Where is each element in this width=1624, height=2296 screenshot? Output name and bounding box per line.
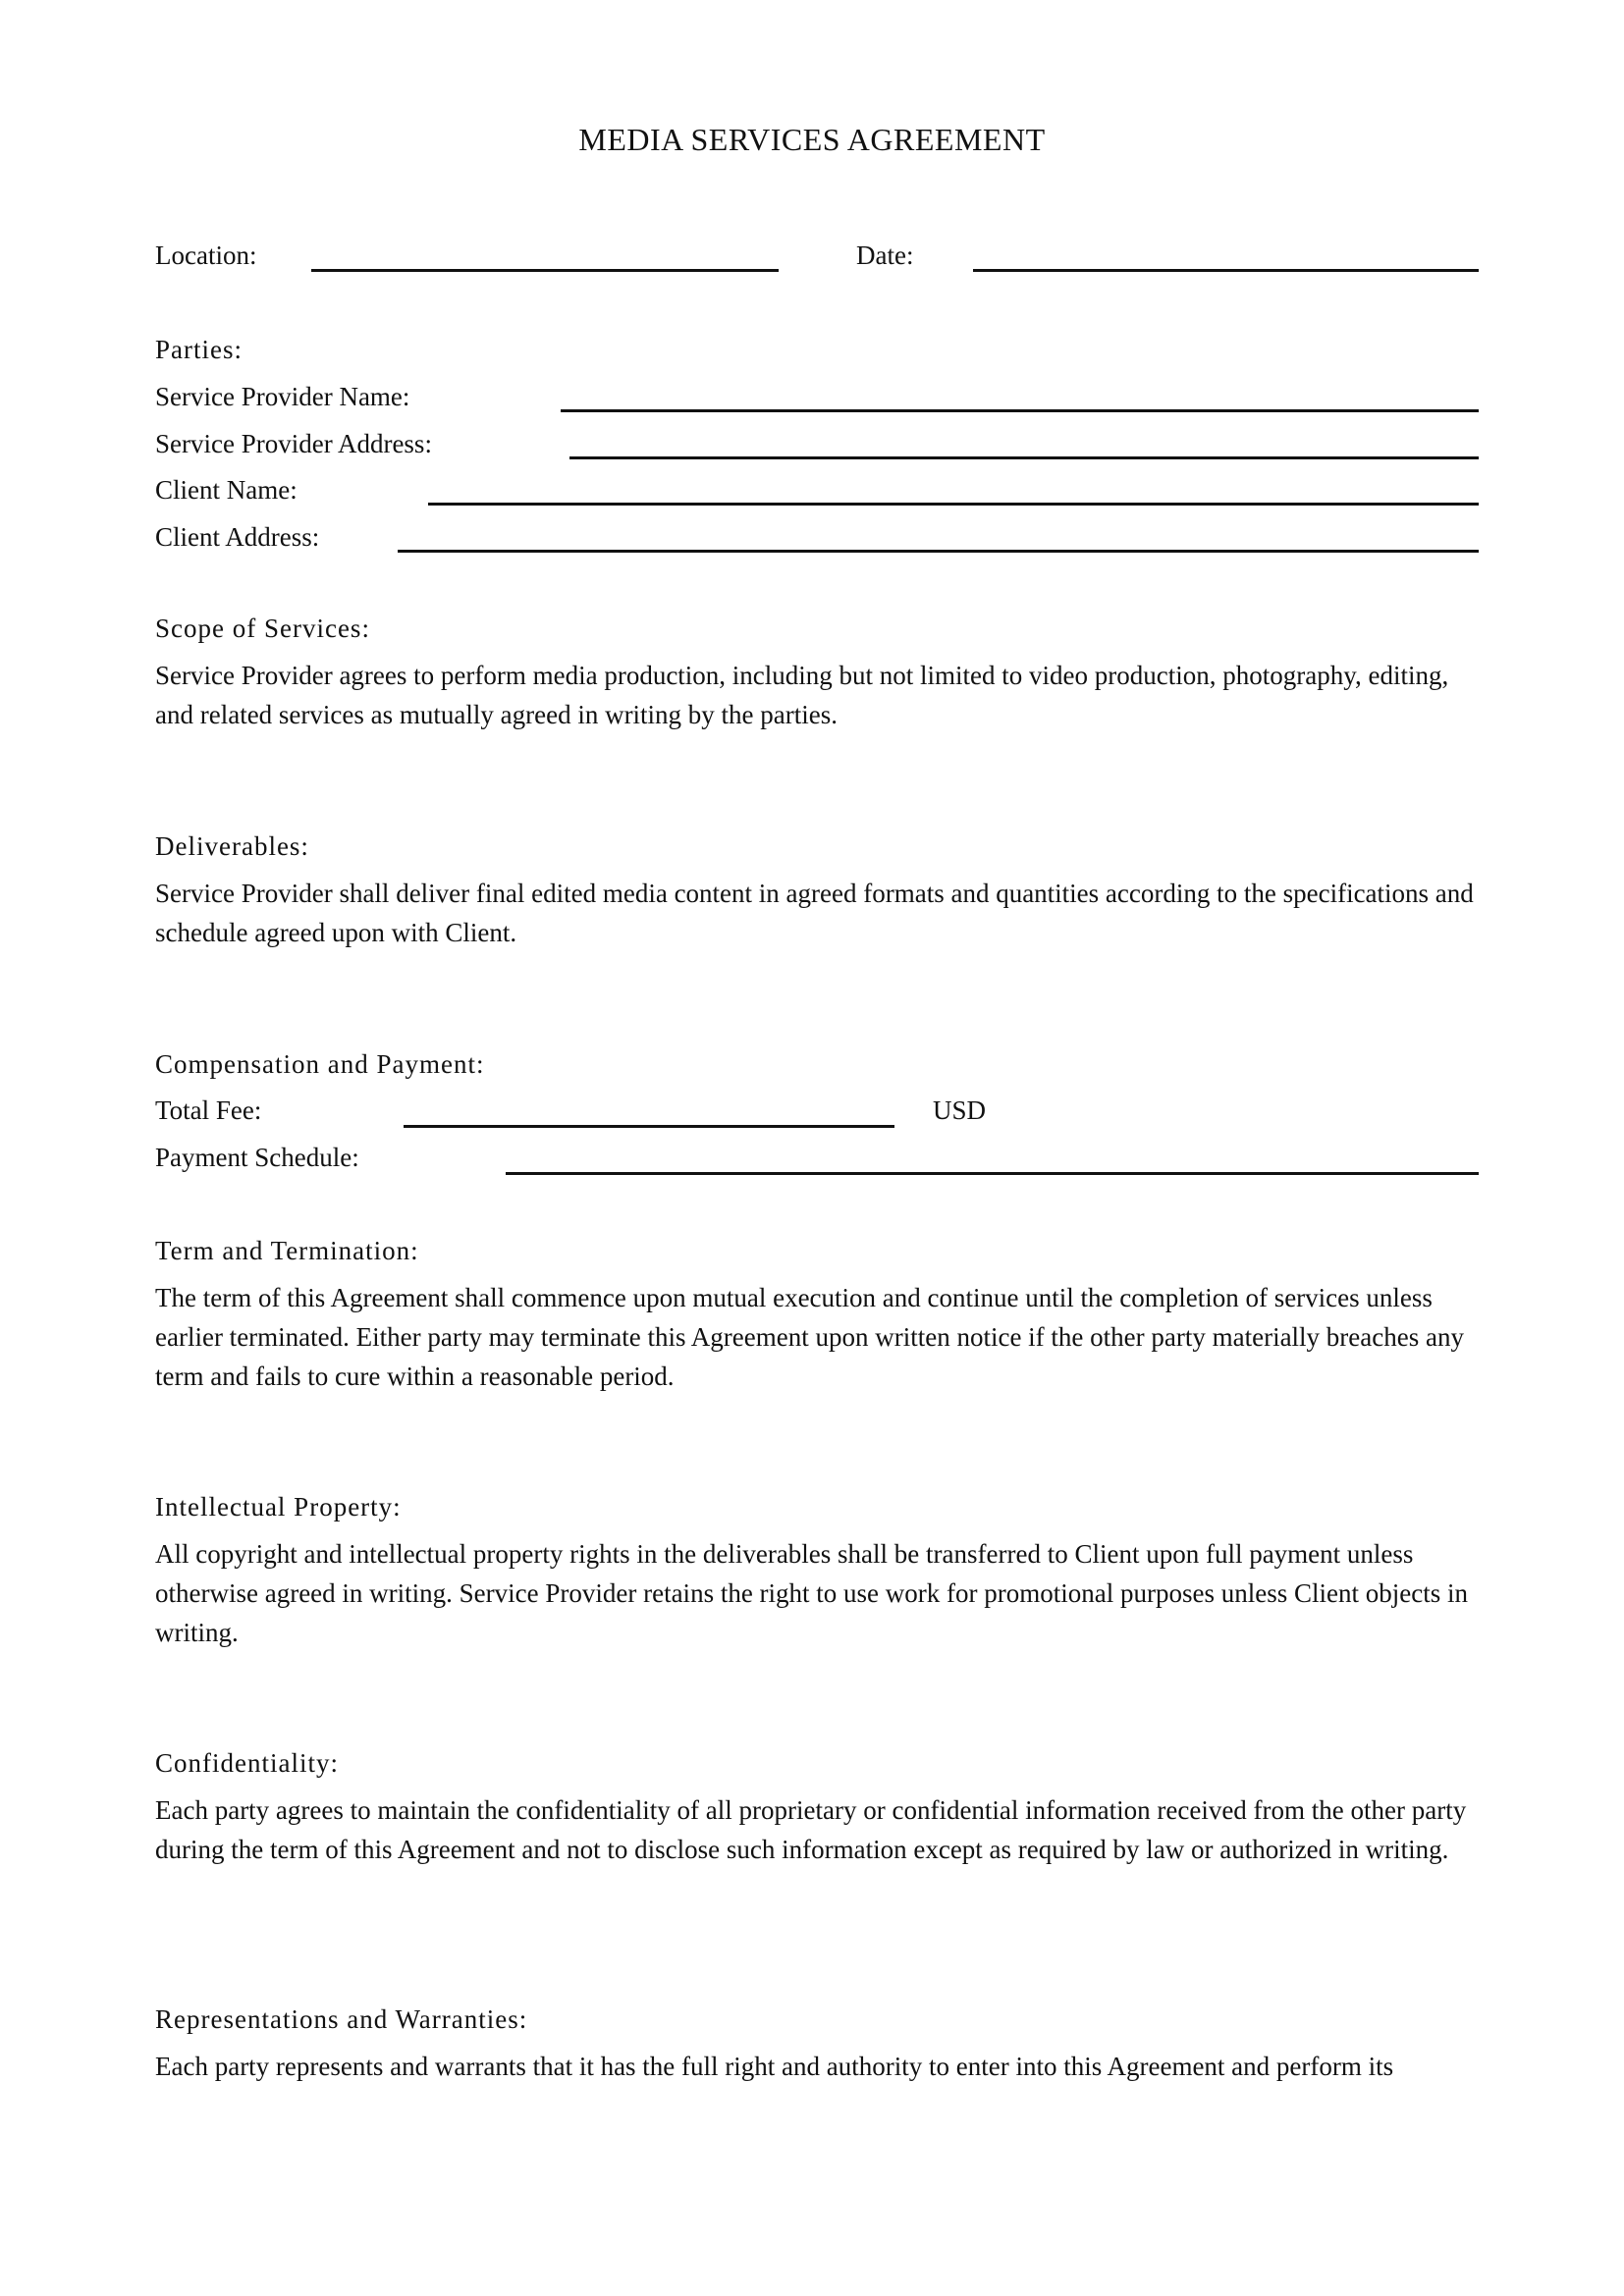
confidentiality-text: Each party agrees to maintain the confidentiality of all proprietary or confidential information received from the other party during the term of this Agreement and not to disclose such information except as required by law or authorized in writing. [155, 1795, 1467, 1864]
payment-schedule-field[interactable] [506, 1172, 1479, 1175]
date-field[interactable] [973, 269, 1479, 272]
parties-heading: Parties: [155, 335, 243, 364]
confidentiality-heading: Confidentiality: [155, 1748, 339, 1778]
client-name-field[interactable] [428, 503, 1479, 506]
scope-heading: Scope of Services: [155, 614, 370, 643]
total-fee-label: Total Fee: [155, 1095, 262, 1125]
representations-heading: Representations and Warranties: [155, 2004, 528, 2034]
payment-schedule-label: Payment Schedule: [155, 1143, 359, 1172]
scope-text: Service Provider agrees to perform media production, including but not limited to video production, photography, editing, and related services as mutually agreed in writing by the parties. [155, 661, 1449, 729]
client-address-field[interactable] [398, 550, 1479, 553]
client-name-label: Client Name: [155, 475, 298, 505]
service-provider-address-label: Service Provider Address: [155, 429, 432, 458]
location-field[interactable] [311, 269, 779, 272]
ip-heading: Intellectual Property: [155, 1492, 402, 1522]
representations-text: Each party represents and warrants that it has the full right and authority to enter into this Agreement and perform its [155, 2052, 1394, 2081]
ip-text: All copyright and intellectual property rights in the deliverables shall be transferred to Client upon full payment unless otherwise agreed in writing. Service Provider retains the right to use work for promotional purposes unless Client objects in writing. [155, 1539, 1468, 1647]
date-label: Date: [856, 240, 914, 270]
compensation-heading: Compensation and Payment: [155, 1049, 485, 1079]
service-provider-name-field[interactable] [561, 409, 1479, 412]
document-title: MEDIA SERVICES AGREEMENT [578, 122, 1046, 157]
deliverables-heading: Deliverables: [155, 831, 309, 861]
deliverables-text: Service Provider shall deliver final edited media content in agreed formats and quantities according to the specifications and schedule agreed upon with Client. [155, 879, 1474, 947]
term-text: The term of this Agreement shall commence upon mutual execution and continue until the completion of services unless earlier terminated. Either party may terminate this Agreement upon written notice if the other party materially breaches any term and fails to cure within a reasonable period. [155, 1283, 1464, 1391]
client-address-label: Client Address: [155, 522, 320, 552]
service-provider-address-field[interactable] [569, 456, 1479, 459]
total-fee-field[interactable] [404, 1125, 894, 1128]
currency-label: USD [933, 1095, 987, 1125]
location-label: Location: [155, 240, 257, 270]
term-heading: Term and Termination: [155, 1236, 419, 1265]
service-provider-name-label: Service Provider Name: [155, 382, 410, 411]
